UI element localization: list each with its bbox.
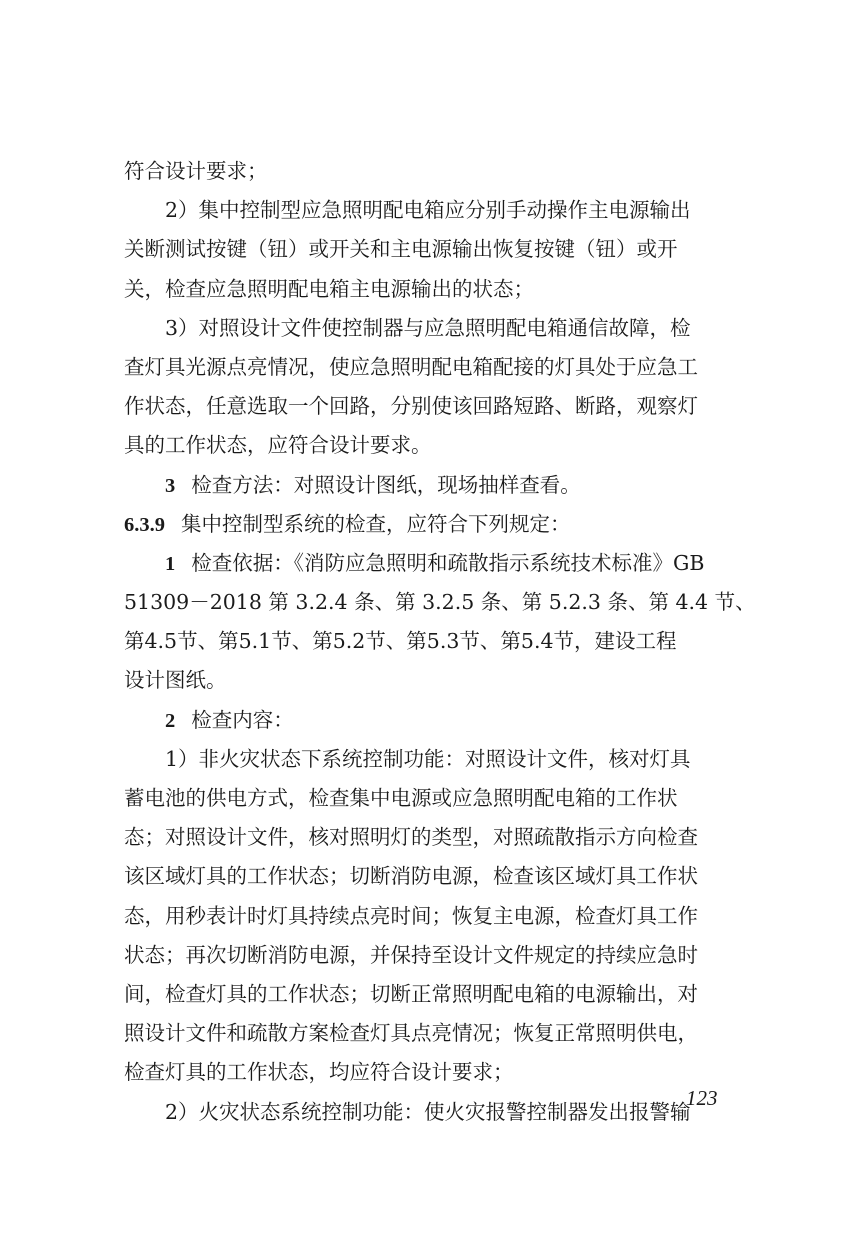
paragraph-line: 3）对照设计文件使控制器与应急照明配电箱通信故障，检 [165, 315, 691, 340]
paragraph-line: 态，用秒表计时灯具持续点亮时间；恢复主电源，检查灯具工作 [124, 903, 698, 928]
paragraph-line: 具的工作状态，应符合设计要求。 [124, 433, 432, 458]
paragraph-line: 间，检查灯具的工作状态；切断正常照明配电箱的电源输出，对 [124, 981, 698, 1006]
item-text: 检查依据：《消防应急照明和疏散指示系统技术标准》GB [191, 550, 705, 575]
paragraph-line: 态；对照设计文件，核对照明灯的类型，对照疏散指示方向检查 [124, 825, 698, 850]
paragraph-line: 1）非火灾状态下系统控制功能：对照设计文件，核对灯具 [165, 746, 691, 771]
check-content-line [124, 701, 741, 740]
clause-heading [124, 505, 741, 544]
clause-number: 6.3.9 [124, 513, 165, 536]
item-text: 检查方法：对照设计图纸，现场抽样查看。 [191, 472, 581, 497]
paragraph-line: 2）集中控制型应急照明配电箱应分别手动操作主电源输出 [165, 198, 691, 223]
paragraph-line: 51309－2018 第 3.2.4 条、第 3.2.5 条、第 5.2.3 条、第 4.4 节、 [124, 590, 756, 615]
item-number: 1 [165, 552, 176, 575]
clause-title: 集中控制型系统的检查，应符合下列规定： [181, 511, 571, 536]
paragraph-line: 查灯具光源点亮情况，使应急照明配电箱配接的灯具处于应急工 [124, 354, 698, 379]
check-method-line [124, 466, 741, 505]
item-number: 2 [165, 709, 176, 732]
page-number: 123 [686, 1086, 718, 1110]
item-number: 3 [165, 474, 176, 497]
paragraph-line: 检查灯具的工作状态，均应符合设计要求； [124, 1060, 514, 1085]
paragraph-line: 关，检查应急照明配电箱主电源输出的状态； [124, 276, 534, 301]
paragraph-line: 2）火灾状态系统控制功能：使火灾报警控制器发出报警输 [165, 1099, 691, 1124]
check-basis-line [124, 544, 741, 583]
paragraph-line: 设计图纸。 [124, 668, 227, 693]
paragraph-line: 关断测试按键（钮）或开关和主电源输出恢复按键（钮）或开 [124, 237, 678, 262]
paragraph-line: 第4.5节、第5.1节、第5.2节、第5.3节、第5.4节，建设工程 [124, 629, 677, 654]
body-text [124, 152, 756, 1132]
paragraph-line: 状态；再次切断消防电源，并保持至设计文件规定的持续应急时 [124, 942, 698, 967]
paragraph-line: 该区域灯具的工作状态；切断消防电源，检查该区域灯具工作状 [124, 864, 698, 889]
paragraph-line: 照设计文件和疏散方案检查灯具点亮情况；恢复正常照明供电， [124, 1021, 698, 1046]
paragraph-line: 蓄电池的供电方式，检查集中电源或应急照明配电箱的工作状 [124, 786, 678, 810]
paragraph-line: 符合设计要求； [124, 159, 268, 183]
paragraph-line: 作状态，任意选取一个回路，分别使该回路短路、断路，观察灯 [124, 394, 698, 419]
item-text: 检查内容： [191, 707, 294, 732]
